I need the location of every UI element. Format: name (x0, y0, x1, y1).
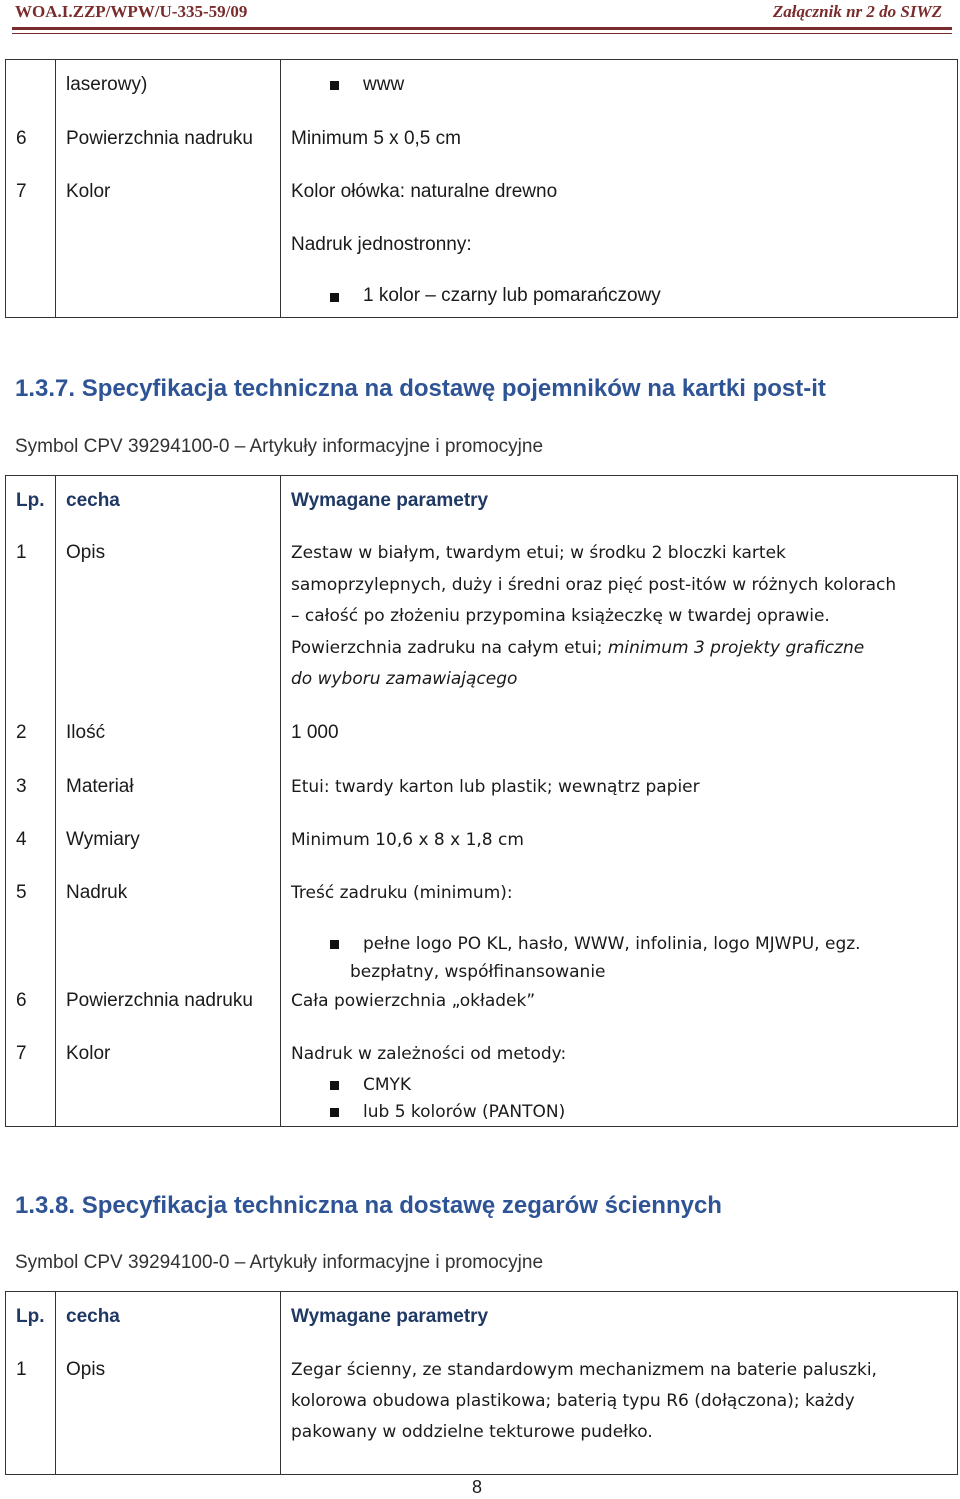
value-cell: Nadruk w zależności od metody: (291, 1044, 567, 1064)
cecha-cell: Materiał (66, 776, 134, 797)
cpv-line: Symbol CPV 39294100-0 – Artykuły informacyjne i promocyjne (15, 1252, 544, 1273)
bullet-text: 1 kolor – czarny lub pomarańczowy (363, 285, 661, 306)
column-divider (280, 59, 281, 318)
cpv-line: Symbol CPV 39294100-0 – Artykuły informacyjne i promocyjne (15, 436, 544, 457)
cecha-cell: Opis (66, 542, 106, 563)
attachment-label: Załącznik nr 2 do SIWZ (772, 2, 942, 21)
page-number: 8 (472, 1477, 483, 1497)
desc-line-mixed (291, 638, 864, 658)
lp-cell: 6 (16, 990, 27, 1011)
lp-cell: 7 (16, 1043, 27, 1064)
cecha-cell: Powierzchnia nadruku (66, 128, 253, 149)
desc-italic: minimum 3 projekty graficzne (607, 638, 865, 658)
value-cell-line2: Nadruk jednostronny: (291, 234, 472, 255)
lp-cell: 7 (16, 181, 27, 202)
bullet-text: pełne logo PO KL, hasło, WWW, infolinia, logo MJWPU, egz. (363, 934, 861, 954)
value-cell: Treść zadruku (minimum): (291, 883, 513, 903)
value-cell: Kolor ołówka: naturalne drewno (291, 181, 558, 202)
cecha-cell: Kolor (66, 181, 111, 202)
bullet-icon (330, 81, 339, 90)
desc-line: pakowany w oddzielne tekturowe pudełko. (291, 1422, 653, 1442)
column-divider (280, 1291, 281, 1475)
bullet-text-cont: bezpłatny, współfinansowanie (350, 962, 606, 982)
table-border (5, 475, 958, 1127)
bullet-text: lub 5 kolorów (PANTON) (363, 1102, 566, 1122)
bullet-icon (330, 940, 339, 949)
bullet-icon (330, 1108, 339, 1117)
lp-cell: 1 (16, 1359, 27, 1380)
cecha-cell: Powierzchnia nadruku (66, 990, 253, 1011)
bullet-text: CMYK (363, 1075, 412, 1095)
desc-line: kolorowa obudowa plastikowa; baterią typu R6 (dołączona); każdy (291, 1391, 855, 1411)
desc-line: Zegar ścienny, ze standardowym mechanizmem na baterie paluszki, (291, 1360, 877, 1380)
column-divider (55, 59, 56, 318)
lp-cell: 1 (16, 542, 27, 563)
cecha-cell: laserowy) (66, 74, 148, 95)
column-divider (55, 1291, 56, 1475)
header-param: Wymagane parametry (291, 1306, 489, 1327)
lp-cell: 2 (16, 722, 27, 743)
header-param: Wymagane parametry (291, 490, 489, 511)
page-header (0, 0, 960, 26)
header-lp: Lp. (16, 490, 45, 511)
value-cell: Etui: twardy karton lub plastik; wewnątrz papier (291, 777, 700, 797)
value-cell: Minimum 10,6 x 8 x 1,8 cm (291, 830, 524, 850)
lp-cell: 4 (16, 829, 27, 850)
cecha-cell: Wymiary (66, 829, 140, 850)
column-divider (55, 475, 56, 1127)
bullet-icon (330, 293, 339, 302)
desc-line: – całość po złożeniu przypomina książeczkę w twardej oprawie. (291, 606, 830, 626)
cecha-cell: Opis (66, 1359, 106, 1380)
cecha-cell: Kolor (66, 1043, 111, 1064)
section-heading-138: 1.3.8. Specyfikacja techniczna na dostawę zegarów ściennych (15, 1192, 722, 1219)
lp-cell: 6 (16, 128, 27, 149)
cecha-cell: Nadruk (66, 882, 128, 903)
section-heading-137: 1.3.7. Specyfikacja techniczna na dostawę pojemników na kartki post-it (15, 375, 826, 402)
header-cecha: cecha (66, 1306, 120, 1327)
header-rule (12, 27, 952, 30)
bullet-text: www (363, 74, 405, 95)
header-rule-thin (12, 33, 952, 34)
column-divider (280, 475, 281, 1127)
desc-line: samoprzylepnych, duży i średni oraz pięć post-itów w różnych kolorach (291, 575, 897, 595)
cecha-cell: Ilość (66, 722, 106, 743)
desc-italic-line: do wyboru zamawiającego (291, 669, 518, 689)
header-lp: Lp. (16, 1306, 45, 1327)
value-cell: Minimum 5 x 0,5 cm (291, 128, 461, 149)
header-cecha: cecha (66, 490, 120, 511)
desc-text: Powierzchnia zadruku na całym etui; (291, 638, 608, 658)
document-reference: WOA.I.ZZP/WPW/U-335-59/09 (15, 2, 248, 21)
bullet-icon (330, 1081, 339, 1090)
value-cell: 1 000 (291, 722, 339, 743)
lp-cell: 3 (16, 776, 27, 797)
lp-cell: 5 (16, 882, 27, 903)
desc-line: Zestaw w białym, twardym etui; w środku 2 bloczki kartek (291, 543, 786, 563)
value-cell: Cała powierzchnia „okładek” (291, 991, 536, 1011)
